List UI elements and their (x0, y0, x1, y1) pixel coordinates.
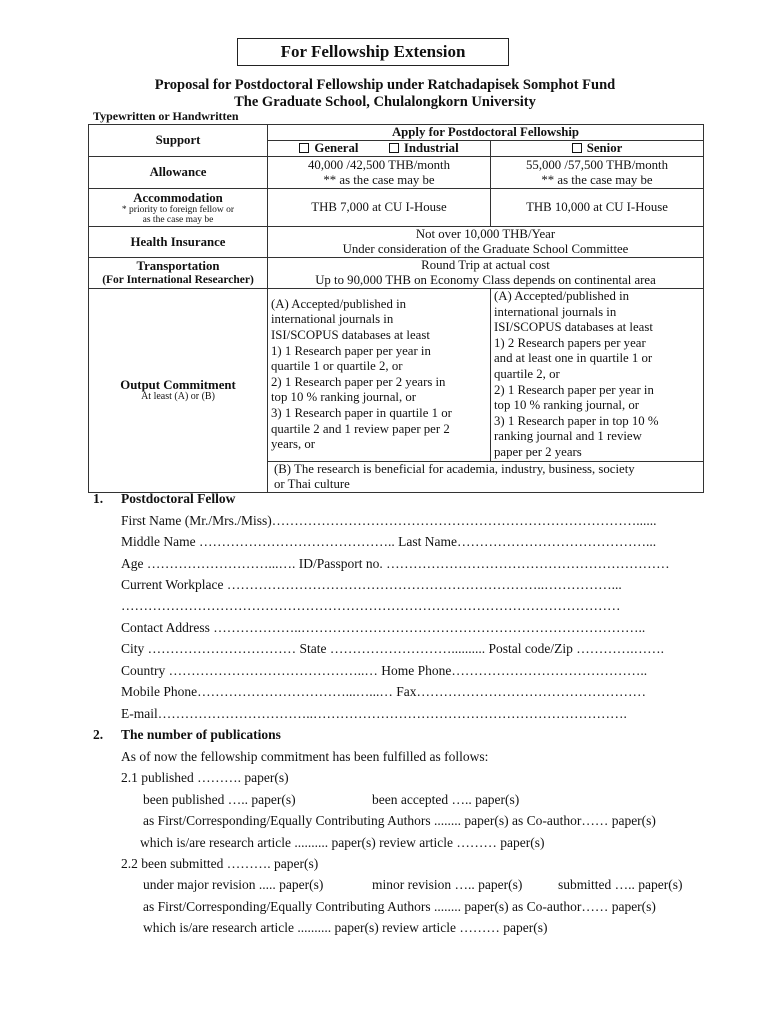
published-authorship[interactable]: as First/Corresponding/Equally Contributing Authors ........ paper(s) as Co-author…… paper(s) (143, 813, 656, 828)
transport-label: Transportation (136, 259, 220, 273)
form-title: For Fellowship Extension (237, 38, 509, 66)
output-senior-line: and at least one in quartile 1 or (494, 351, 653, 366)
output-general (268, 289, 491, 462)
output-senior-line: paper per 2 years (494, 444, 582, 459)
output-senior-line: 1) 2 Research papers per year (494, 335, 646, 350)
type-note: Typewritten or Handwritten (93, 109, 239, 123)
transport-cell (89, 258, 268, 289)
output-general-line: years, or (271, 437, 316, 452)
published-count[interactable]: 2.1 published ………. paper(s) (121, 770, 289, 785)
general-checkbox[interactable] (299, 143, 309, 153)
output-b-line: or Thai culture (274, 476, 350, 491)
school-heading: The Graduate School, Chulalongkorn University (234, 94, 536, 110)
section1-number: 1. (93, 491, 104, 506)
transport-round-trip: Round Trip at actual cost (421, 258, 550, 272)
transport-value (268, 258, 704, 289)
allowance-general-note: ** as the case may be (323, 172, 435, 187)
health-value (268, 227, 704, 258)
output-cell (89, 289, 268, 493)
section1-title: Postdoctoral Fellow (121, 491, 236, 506)
output-senior-line: top 10 % ranking journal, or (494, 398, 640, 413)
senior-checkbox[interactable] (572, 143, 582, 153)
accommodation-cell (89, 189, 268, 227)
health-limit: Not over 10,000 THB/Year (415, 227, 556, 241)
submitted-article-type[interactable]: which is/are research article .......... paper(s) review article ……… paper(s) (143, 920, 548, 935)
been-published-count[interactable]: been published ….. paper(s) (143, 792, 296, 807)
output-general-line: 3) 1 Research paper in quartile 1 or (271, 405, 452, 420)
output-senior-line: quartile 2, or (494, 366, 560, 381)
accommodation-note-2: as the case may be (142, 214, 214, 225)
submitted-authorship[interactable]: as First/Corresponding/Equally Contributing Authors ........ paper(s) as Co-author…… paper(s) (143, 899, 656, 914)
city-state-zip-field[interactable]: City …………………………… State ……………………….......... Postal code/Zip ………….……. (121, 641, 664, 656)
country-phone-field[interactable]: Country ……………………………………..… Home Phone…………………………………….. (121, 663, 648, 678)
output-senior-line: ISI/SCOPUS databases at least (494, 320, 653, 335)
proposal-heading: Proposal for Postdoctoral Fellowship under Ratchadapisek Somphot Fund (154, 77, 616, 93)
age-passport-field[interactable]: Age ………………………...…. ID/Passport no. ……………………………………………………… (121, 556, 670, 571)
output-senior (491, 289, 704, 462)
output-general-line: ISI/SCOPUS databases at least (271, 327, 430, 342)
support-header: Support (89, 125, 268, 157)
senior-option (491, 141, 704, 157)
section2-number: 2. (93, 727, 104, 742)
apply-header: Apply for Postdoctoral Fellowship (268, 125, 704, 141)
allowance-senior-note: ** as the case may be (541, 172, 653, 187)
transport-sub: (For International Researcher) (102, 274, 254, 286)
mobile-fax-field[interactable]: Mobile Phone……………………………...…...… Fax…………………………………………… (121, 684, 646, 699)
accommodation-senior: THB 10,000 at CU I-House (491, 189, 704, 227)
output-label: Output Commitment (120, 378, 236, 393)
allowance-senior (491, 157, 704, 189)
output-general-line: 2) 1 Research paper per 2 years in (271, 374, 446, 389)
major-revision-count[interactable]: under major revision ..... paper(s) (143, 877, 324, 892)
industrial-checkbox[interactable] (389, 143, 399, 153)
output-senior-line: ranking journal and 1 review (494, 429, 642, 444)
general-label: General (314, 141, 359, 155)
email-field[interactable]: E-mail……………………………..……………………………………………………………. (121, 706, 627, 721)
output-senior-line: 2) 1 Research paper per year in (494, 382, 654, 397)
allowance-general (268, 157, 491, 189)
output-general-line: quartile 2 and 1 review paper per 2 (271, 421, 450, 436)
output-general-line: 1) 1 Research paper per year in (271, 343, 431, 358)
submitted-status-count[interactable]: submitted ….. paper(s) (558, 877, 683, 892)
publications-intro: As of now the fellowship commitment has been fulfilled as follows: (121, 749, 489, 764)
fellowship-table (88, 124, 704, 493)
allowance-general-amount: 40,000 /42,500 THB/month (308, 157, 450, 172)
contact-address-field[interactable]: Contact Address ………………..………………………………………………………………….. (121, 620, 646, 635)
output-general-line: (A) Accepted/published in (271, 296, 407, 311)
submitted-count[interactable]: 2.2 been submitted ………. paper(s) (121, 856, 319, 871)
general-industrial-options (268, 141, 491, 157)
transport-limit: Up to 90,000 THB on Economy Class depends on continental area (315, 273, 656, 287)
minor-revision-count[interactable]: minor revision ….. paper(s) (372, 877, 523, 892)
allowance-senior-amount: 55,000 /57,500 THB/month (526, 157, 668, 172)
been-accepted-count[interactable]: been accepted ….. paper(s) (372, 792, 520, 807)
accommodation-note-1: * priority to foreign fellow or (121, 204, 235, 215)
output-b-line: (B) The research is beneficial for academia, industry, business, society (274, 461, 635, 476)
section2-title: The number of publications (121, 727, 281, 742)
health-note: Under consideration of the Graduate School Committee (342, 242, 629, 256)
output-general-line: top 10 % ranking journal, or (271, 390, 417, 405)
first-name-field[interactable]: First Name (Mr./Mrs./Miss)………………………………………………………………………...... (121, 513, 657, 528)
output-general-line: quartile 1 or quartile 2, or (271, 359, 403, 374)
accommodation-label: Accommodation (133, 190, 223, 205)
output-senior-line: (A) Accepted/published in (494, 289, 630, 303)
accommodation-general: THB 7,000 at CU I-House (268, 189, 491, 227)
workplace-field[interactable]: Current Workplace ……………………………………………………………..……………... (121, 577, 622, 592)
output-b (268, 461, 704, 492)
output-senior-line: 3) 1 Research paper in top 10 % (494, 413, 659, 428)
industrial-label: Industrial (403, 141, 459, 155)
senior-label: Senior (586, 141, 623, 155)
published-article-type[interactable]: which is/are research article .......... paper(s) review article ……… paper(s) (140, 835, 545, 850)
output-general-line: international journals in (271, 312, 394, 327)
workplace-field-cont[interactable]: ………………………………………………………………………………………………… (121, 598, 621, 613)
middle-last-name-field[interactable]: Middle Name …………………………………….. Last Name……………………………………... (121, 534, 657, 549)
output-senior-line: international journals in (494, 304, 617, 319)
health-label: Health Insurance (89, 227, 268, 258)
allowance-label: Allowance (89, 157, 268, 189)
output-sub: At least (A) or (B) (141, 391, 215, 403)
